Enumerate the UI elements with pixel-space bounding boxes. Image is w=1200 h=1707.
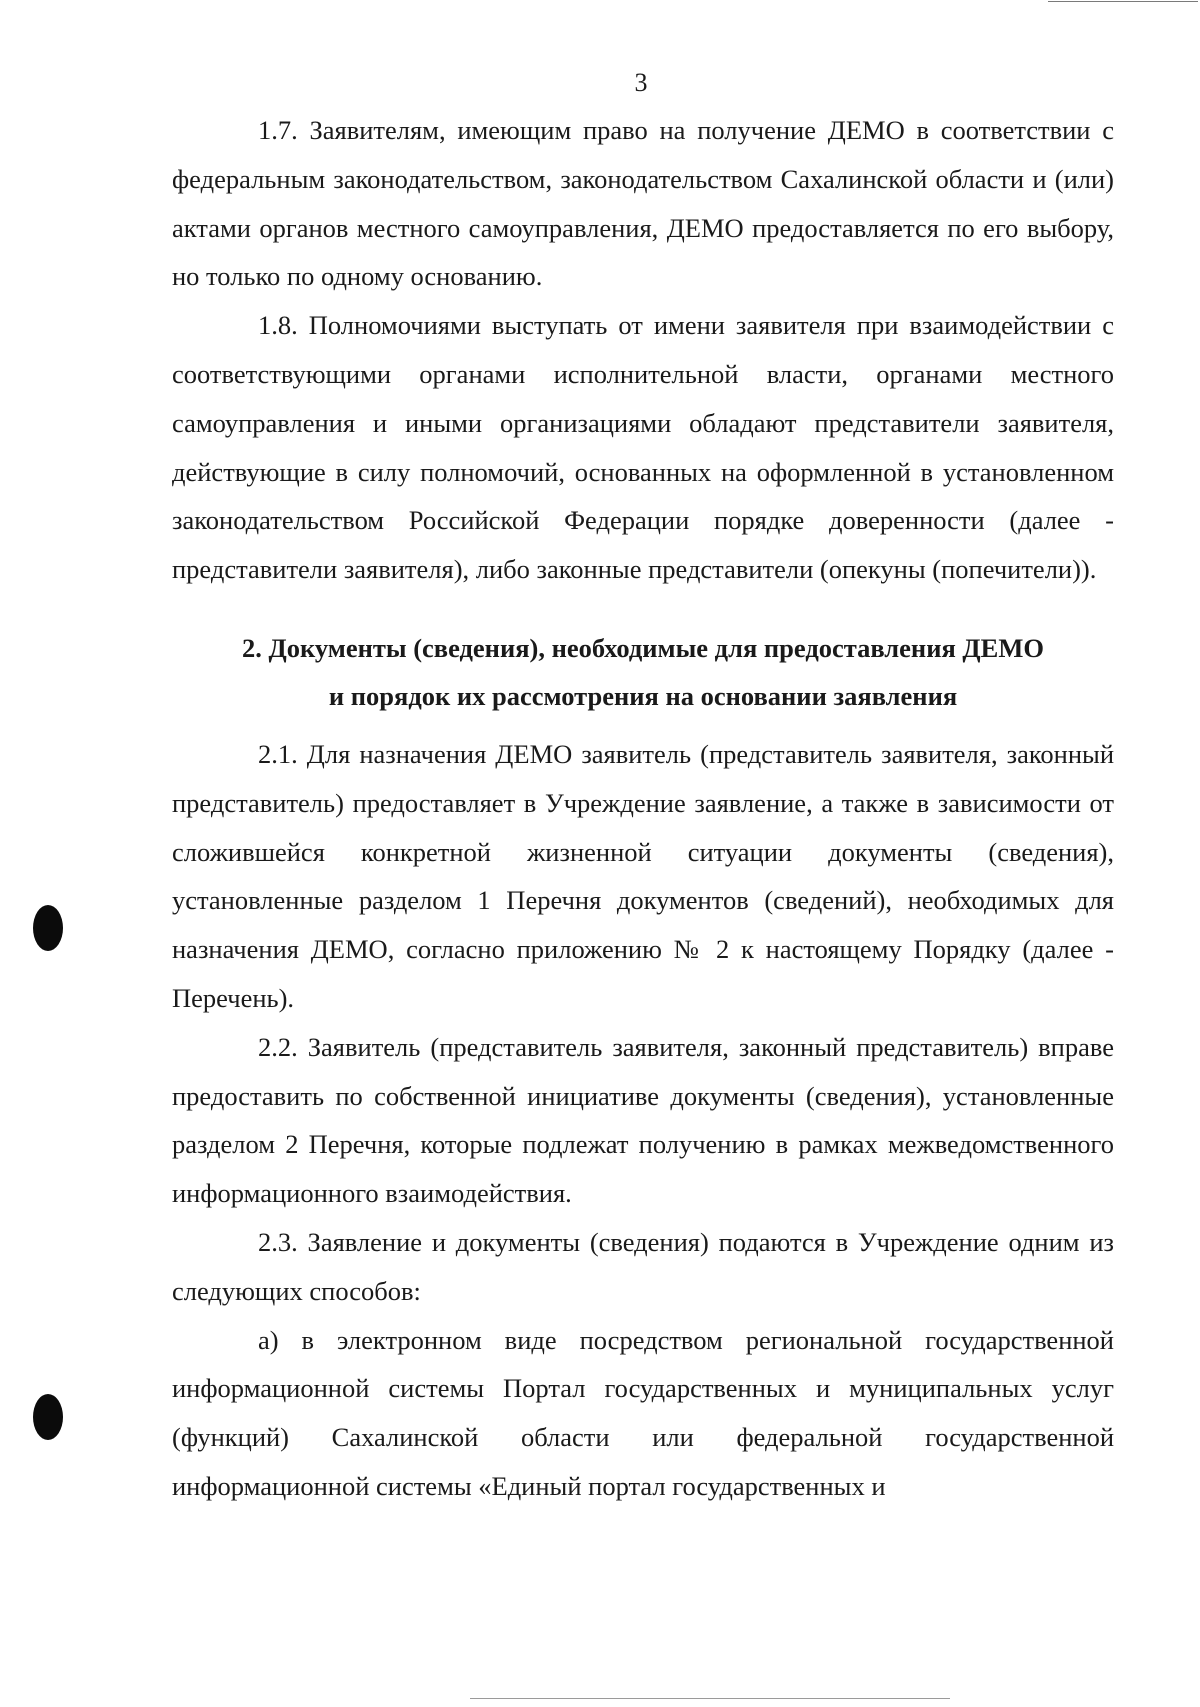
section-heading	[172, 624, 1114, 720]
document-body	[172, 106, 1114, 1511]
scan-edge-line-top	[1048, 1, 1198, 2]
scan-edge-line-bottom	[470, 1698, 950, 1699]
punch-hole-mark	[33, 1394, 63, 1440]
paragraph-2-2: 2.2. Заявитель (представитель заявителя, законный представитель) вправе предоставить по собственной инициативе документы (сведения), установленные разделом 2 Перечня, которые подлежат получению в рамках межведомственного информационного взаимодействия.	[172, 1031, 1114, 1209]
paragraph-1-7: 1.7. Заявителям, имеющим право на получение ДЕМО в соответствии с федеральным законодательством, законодательством Сахалинской области и (или) актами органов местного самоуправления, ДЕМО предоставляется по его выбору, но только по одному основанию.	[172, 115, 1114, 292]
paragraph-2-3-a: а) в электронном виде посредством региональной государственной информационной системы Портал государственных и муниципальных услуг (функций) Сахалинской области или федеральной государственной информационной системы «Единый портал государственных и	[172, 1324, 1114, 1501]
page-number: 3	[634, 68, 648, 97]
paragraph-2-3: 2.3. Заявление и документы (сведения) подаются в Учреждение одним из следующих способов:	[172, 1226, 1114, 1306]
punch-hole-mark	[33, 905, 63, 951]
paragraph-1-8: 1.8. Полномочиями выступать от имени заявителя при взаимодействии с соответствующими органами исполнительной власти, органами местного самоуправления и иными организациями обладают представители заявителя, действующие в силу полномочий, основанных на оформленной в установленном законодательством Российской Федерации порядке доверенности (далее - представители заявителя), либо законные представители (опекуны (попечители)).	[172, 310, 1114, 585]
section-heading-line-1: 2. Документы (сведения), необходимые для предоставления ДЕМО	[242, 632, 1044, 663]
paragraph-2-1: 2.1. Для назначения ДЕМО заявитель (представитель заявителя, законный представитель) предоставляет в Учреждение заявление, а также в зависимости от сложившейся конкретной жизненной ситуации документы (сведения), установленные разделом 1 Перечня документов (сведений), необходимых для назначения ДЕМО, согласно приложению № 2 к настоящему Порядку (далее - Перечень).	[172, 738, 1114, 1013]
section-heading-line-2: и порядок их рассмотрения на основании заявления	[328, 680, 958, 711]
